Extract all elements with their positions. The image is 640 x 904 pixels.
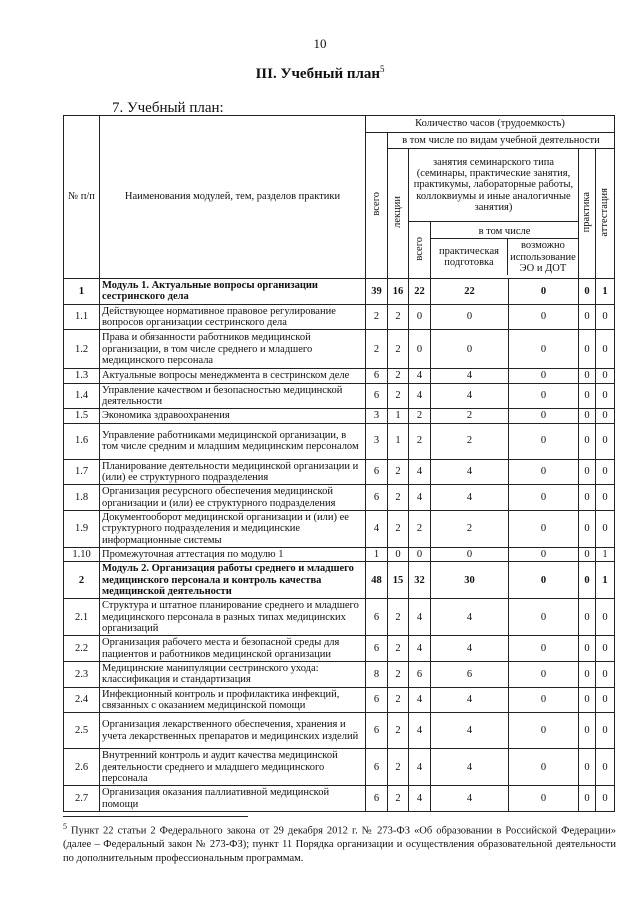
cell-pr: 0 — [579, 409, 596, 423]
header-lectures — [388, 149, 409, 279]
cell-pp: 4 — [431, 459, 509, 485]
header-including-block — [431, 222, 579, 279]
cell-total: 6 — [366, 713, 388, 749]
cell-eo: 0 — [509, 383, 579, 409]
curriculum-table — [63, 115, 615, 812]
cell-lect: 2 — [388, 636, 409, 662]
cell-sem: 2 — [409, 423, 431, 459]
cell-num: 1.5 — [64, 409, 100, 423]
cell-eo: 0 — [509, 369, 579, 383]
cell-lect: 2 — [388, 687, 409, 713]
cell-att: 0 — [596, 330, 615, 369]
table-row — [64, 369, 615, 383]
cell-pr: 0 — [579, 304, 596, 330]
cell-att: 0 — [596, 485, 615, 511]
cell-pr: 0 — [579, 383, 596, 409]
cell-pp: 4 — [431, 687, 509, 713]
cell-lect: 2 — [388, 369, 409, 383]
cell-num: 1.4 — [64, 383, 100, 409]
cell-pp: 22 — [431, 279, 509, 305]
cell-lect: 2 — [388, 599, 409, 636]
cell-num: 2.4 — [64, 687, 100, 713]
cell-lect: 2 — [388, 459, 409, 485]
header-sem-total — [409, 222, 431, 279]
footnote-text: Пункт 22 статьи 2 Федерального закона от 29 декабря 2012 г. № 273-ФЗ «Об образовании в Российской Федерации» (далее – Федеральный закон № 273-ФЗ); пункт 11 Порядка организации и осуществления образовательной деятельности по дополнительным профессиональным программам. — [63, 825, 616, 864]
cell-eo: 0 — [509, 330, 579, 369]
cell-eo: 0 — [509, 636, 579, 662]
cell-lect: 0 — [388, 547, 409, 561]
cell-sem: 6 — [409, 661, 431, 687]
cell-num: 1.6 — [64, 423, 100, 459]
cell-sem: 0 — [409, 304, 431, 330]
cell-total: 6 — [366, 383, 388, 409]
cell-att: 1 — [596, 562, 615, 599]
cell-lect: 2 — [388, 713, 409, 749]
cell-eo: 0 — [509, 786, 579, 812]
cell-pr: 0 — [579, 661, 596, 687]
cell-pr: 0 — [579, 485, 596, 511]
cell-pr: 0 — [579, 786, 596, 812]
cell-eo: 0 — [509, 599, 579, 636]
header-practice-text: практика — [581, 191, 593, 232]
cell-pp: 30 — [431, 562, 509, 599]
cell-total: 6 — [366, 369, 388, 383]
cell-name: Организация ресурсного обеспечения медицинской организации и (или) ее структурного подразделения — [100, 485, 366, 511]
cell-sem: 2 — [409, 510, 431, 547]
cell-eo: 0 — [509, 485, 579, 511]
subtitle: 7. Учебный план: — [112, 100, 224, 116]
cell-lect: 1 — [388, 409, 409, 423]
cell-num: 1.9 — [64, 510, 100, 547]
table-row — [64, 749, 615, 786]
cell-sem: 4 — [409, 369, 431, 383]
header-hours: Количество часов (трудоемкость) — [366, 116, 615, 133]
cell-name: Права и обязанности работников медицинской организации, в том числе среднего и младшего медицинского персонала — [100, 330, 366, 369]
header-attestation-text: аттестация — [599, 187, 611, 237]
cell-eo: 0 — [509, 423, 579, 459]
table-row — [64, 485, 615, 511]
cell-name: Организация рабочего места и безопасной среды для пациентов и работников медицинской организации — [100, 636, 366, 662]
cell-lect: 2 — [388, 510, 409, 547]
cell-eo: 0 — [509, 304, 579, 330]
footnote — [63, 822, 616, 865]
cell-name: Медицинские манипуляции сестринского ухода: классификация и стандартизация — [100, 661, 366, 687]
cell-num: 1.3 — [64, 369, 100, 383]
cell-lect: 1 — [388, 423, 409, 459]
header-lectures-text: лекции — [392, 195, 404, 228]
header-attestation — [596, 149, 615, 279]
table-row — [64, 713, 615, 749]
cell-lect: 2 — [388, 749, 409, 786]
footnote-ref: 5 — [380, 64, 385, 74]
table-row — [64, 459, 615, 485]
cell-total: 6 — [366, 687, 388, 713]
cell-total: 6 — [366, 485, 388, 511]
cell-pp: 4 — [431, 599, 509, 636]
cell-name: Управление качеством и безопасностью медицинской деятельности — [100, 383, 366, 409]
cell-name: Документооборот медицинской организации и (или) ее структурного подразделения и медицинские информационные системы — [100, 510, 366, 547]
cell-total: 6 — [366, 636, 388, 662]
footnote-divider — [63, 816, 248, 817]
cell-name: Внутренний контроль и аудит качества медицинской деятельности среднего и младшего медицинского персонала — [100, 749, 366, 786]
cell-sem: 4 — [409, 749, 431, 786]
table-row — [64, 562, 615, 599]
header-practice — [579, 149, 596, 279]
cell-num: 1.2 — [64, 330, 100, 369]
cell-att: 0 — [596, 510, 615, 547]
table-row — [64, 383, 615, 409]
cell-eo: 0 — [509, 510, 579, 547]
cell-pp: 4 — [431, 749, 509, 786]
cell-name: Управление работниками медицинской организации, в том числе средним и младшим медицинским персоналом — [100, 423, 366, 459]
cell-name: Организация лекарственного обеспечения, хранения и учета лекарственных препаратов и медицинских изделий — [100, 713, 366, 749]
cell-lect: 2 — [388, 485, 409, 511]
cell-att: 0 — [596, 661, 615, 687]
cell-pr: 0 — [579, 547, 596, 561]
cell-sem: 0 — [409, 547, 431, 561]
cell-pr: 0 — [579, 423, 596, 459]
cell-num: 1.8 — [64, 485, 100, 511]
cell-att: 0 — [596, 409, 615, 423]
cell-att: 0 — [596, 713, 615, 749]
cell-num: 2 — [64, 562, 100, 599]
cell-total: 6 — [366, 749, 388, 786]
header-name: Наименования модулей, тем, разделов практики — [100, 116, 366, 279]
cell-pr: 0 — [579, 330, 596, 369]
cell-num: 2.2 — [64, 636, 100, 662]
cell-eo: 0 — [509, 661, 579, 687]
table-row — [64, 661, 615, 687]
cell-name: Действующее нормативное правовое регулирование вопросов организации сестринского дела — [100, 304, 366, 330]
cell-pp: 4 — [431, 786, 509, 812]
table-row — [64, 279, 615, 305]
cell-num: 1.7 — [64, 459, 100, 485]
header-num: № п/п — [64, 116, 100, 279]
cell-pp: 4 — [431, 485, 509, 511]
cell-name: Модуль 2. Организация работы среднего и младшего медицинского персонала и контроль качества медицинской деятельности — [100, 562, 366, 599]
cell-pr: 0 — [579, 459, 596, 485]
cell-att: 0 — [596, 304, 615, 330]
footnote-mark: 5 — [63, 822, 67, 831]
cell-sem: 4 — [409, 459, 431, 485]
cell-total: 48 — [366, 562, 388, 599]
cell-eo: 0 — [509, 749, 579, 786]
cell-sem: 4 — [409, 485, 431, 511]
cell-pp: 0 — [431, 330, 509, 369]
header-including-table — [431, 225, 578, 275]
cell-pp: 6 — [431, 661, 509, 687]
table-row — [64, 510, 615, 547]
cell-total: 2 — [366, 304, 388, 330]
cell-sem: 22 — [409, 279, 431, 305]
cell-att: 0 — [596, 599, 615, 636]
cell-total: 6 — [366, 786, 388, 812]
header-practical-training: практическая подготовка — [431, 239, 507, 275]
cell-pp: 4 — [431, 636, 509, 662]
cell-sem: 4 — [409, 383, 431, 409]
cell-sem: 32 — [409, 562, 431, 599]
cell-eo: 0 — [509, 687, 579, 713]
cell-total: 8 — [366, 661, 388, 687]
header-including: в том числе — [431, 225, 578, 239]
cell-eo: 0 — [509, 409, 579, 423]
cell-pr: 0 — [579, 369, 596, 383]
cell-pp: 4 — [431, 713, 509, 749]
table-row — [64, 409, 615, 423]
cell-name: Инфекционный контроль и профилактика инфекций, связанных с оказанием медицинской помощи — [100, 687, 366, 713]
cell-total: 6 — [366, 599, 388, 636]
cell-num: 2.6 — [64, 749, 100, 786]
section-title-text: III. Учебный план — [255, 66, 381, 82]
cell-name: Структура и штатное планирование среднего и младшего медицинского персонала в разных типах медицинских организаций — [100, 599, 366, 636]
cell-eo: 0 — [509, 547, 579, 561]
cell-pp: 2 — [431, 423, 509, 459]
cell-pr: 0 — [579, 749, 596, 786]
cell-pp: 2 — [431, 409, 509, 423]
cell-name: Экономика здравоохранения — [100, 409, 366, 423]
table-row — [64, 304, 615, 330]
cell-pp: 4 — [431, 383, 509, 409]
cell-num: 2.3 — [64, 661, 100, 687]
cell-total: 2 — [366, 330, 388, 369]
cell-name: Планирование деятельности медицинской организации и (или) ее структурного подразделения — [100, 459, 366, 485]
cell-total: 3 — [366, 409, 388, 423]
cell-total: 1 — [366, 547, 388, 561]
table-row — [64, 330, 615, 369]
section-title — [0, 64, 640, 83]
cell-pr: 0 — [579, 687, 596, 713]
cell-att: 0 — [596, 786, 615, 812]
cell-att: 1 — [596, 279, 615, 305]
cell-total: 3 — [366, 423, 388, 459]
cell-sem: 4 — [409, 687, 431, 713]
cell-eo: 0 — [509, 459, 579, 485]
cell-pr: 0 — [579, 599, 596, 636]
cell-sem: 2 — [409, 409, 431, 423]
cell-lect: 2 — [388, 661, 409, 687]
table-row — [64, 423, 615, 459]
cell-num: 1 — [64, 279, 100, 305]
cell-total: 6 — [366, 459, 388, 485]
cell-lect: 2 — [388, 304, 409, 330]
cell-att: 0 — [596, 423, 615, 459]
cell-eo: 0 — [509, 713, 579, 749]
cell-sem: 4 — [409, 599, 431, 636]
cell-pr: 0 — [579, 279, 596, 305]
cell-att: 0 — [596, 687, 615, 713]
cell-sem: 0 — [409, 330, 431, 369]
cell-sem: 4 — [409, 636, 431, 662]
cell-pr: 0 — [579, 636, 596, 662]
table-row — [64, 599, 615, 636]
header-total — [366, 133, 388, 279]
cell-att: 1 — [596, 547, 615, 561]
cell-sem: 4 — [409, 713, 431, 749]
cell-pr: 0 — [579, 713, 596, 749]
table-body — [64, 279, 615, 812]
cell-pr: 0 — [579, 562, 596, 599]
table-row — [64, 687, 615, 713]
header-by-activity: в том числе по видам учебной деятельности — [388, 133, 615, 149]
cell-name: Актуальные вопросы менеджмента в сестринском деле — [100, 369, 366, 383]
header-sem-total-text: всего — [413, 236, 425, 261]
cell-name: Модуль 1. Актуальные вопросы организации сестринского дела — [100, 279, 366, 305]
cell-pp: 4 — [431, 369, 509, 383]
cell-num: 1.1 — [64, 304, 100, 330]
cell-num: 2.1 — [64, 599, 100, 636]
cell-num: 2.5 — [64, 713, 100, 749]
cell-total: 39 — [366, 279, 388, 305]
cell-name: Промежуточная аттестация по модулю 1 — [100, 547, 366, 561]
table-row — [64, 547, 615, 561]
cell-pr: 0 — [579, 510, 596, 547]
table-row — [64, 786, 615, 812]
cell-name: Организация оказания паллиативной медицинской помощи — [100, 786, 366, 812]
cell-pp: 2 — [431, 510, 509, 547]
cell-eo: 0 — [509, 279, 579, 305]
cell-eo: 0 — [509, 562, 579, 599]
cell-total: 4 — [366, 510, 388, 547]
cell-lect: 16 — [388, 279, 409, 305]
cell-num: 2.7 — [64, 786, 100, 812]
header-total-text: всего — [370, 192, 382, 216]
cell-lect: 2 — [388, 330, 409, 369]
page-number: 10 — [313, 36, 327, 51]
cell-lect: 2 — [388, 786, 409, 812]
cell-pp: 0 — [431, 547, 509, 561]
cell-att: 0 — [596, 383, 615, 409]
cell-att: 0 — [596, 369, 615, 383]
cell-att: 0 — [596, 636, 615, 662]
cell-att: 0 — [596, 459, 615, 485]
cell-lect: 15 — [388, 562, 409, 599]
cell-num: 1.10 — [64, 547, 100, 561]
cell-pp: 0 — [431, 304, 509, 330]
cell-sem: 4 — [409, 786, 431, 812]
header-seminars: занятия семинарского типа (семинары, практические занятия, практикумы, лабораторные работы, коллоквиумы и иные аналогичные занятия) — [409, 149, 579, 222]
table-row — [64, 636, 615, 662]
header-eo-dot: возможно использование ЭО и ДОТ — [510, 240, 576, 274]
cell-lect: 2 — [388, 383, 409, 409]
cell-att: 0 — [596, 749, 615, 786]
